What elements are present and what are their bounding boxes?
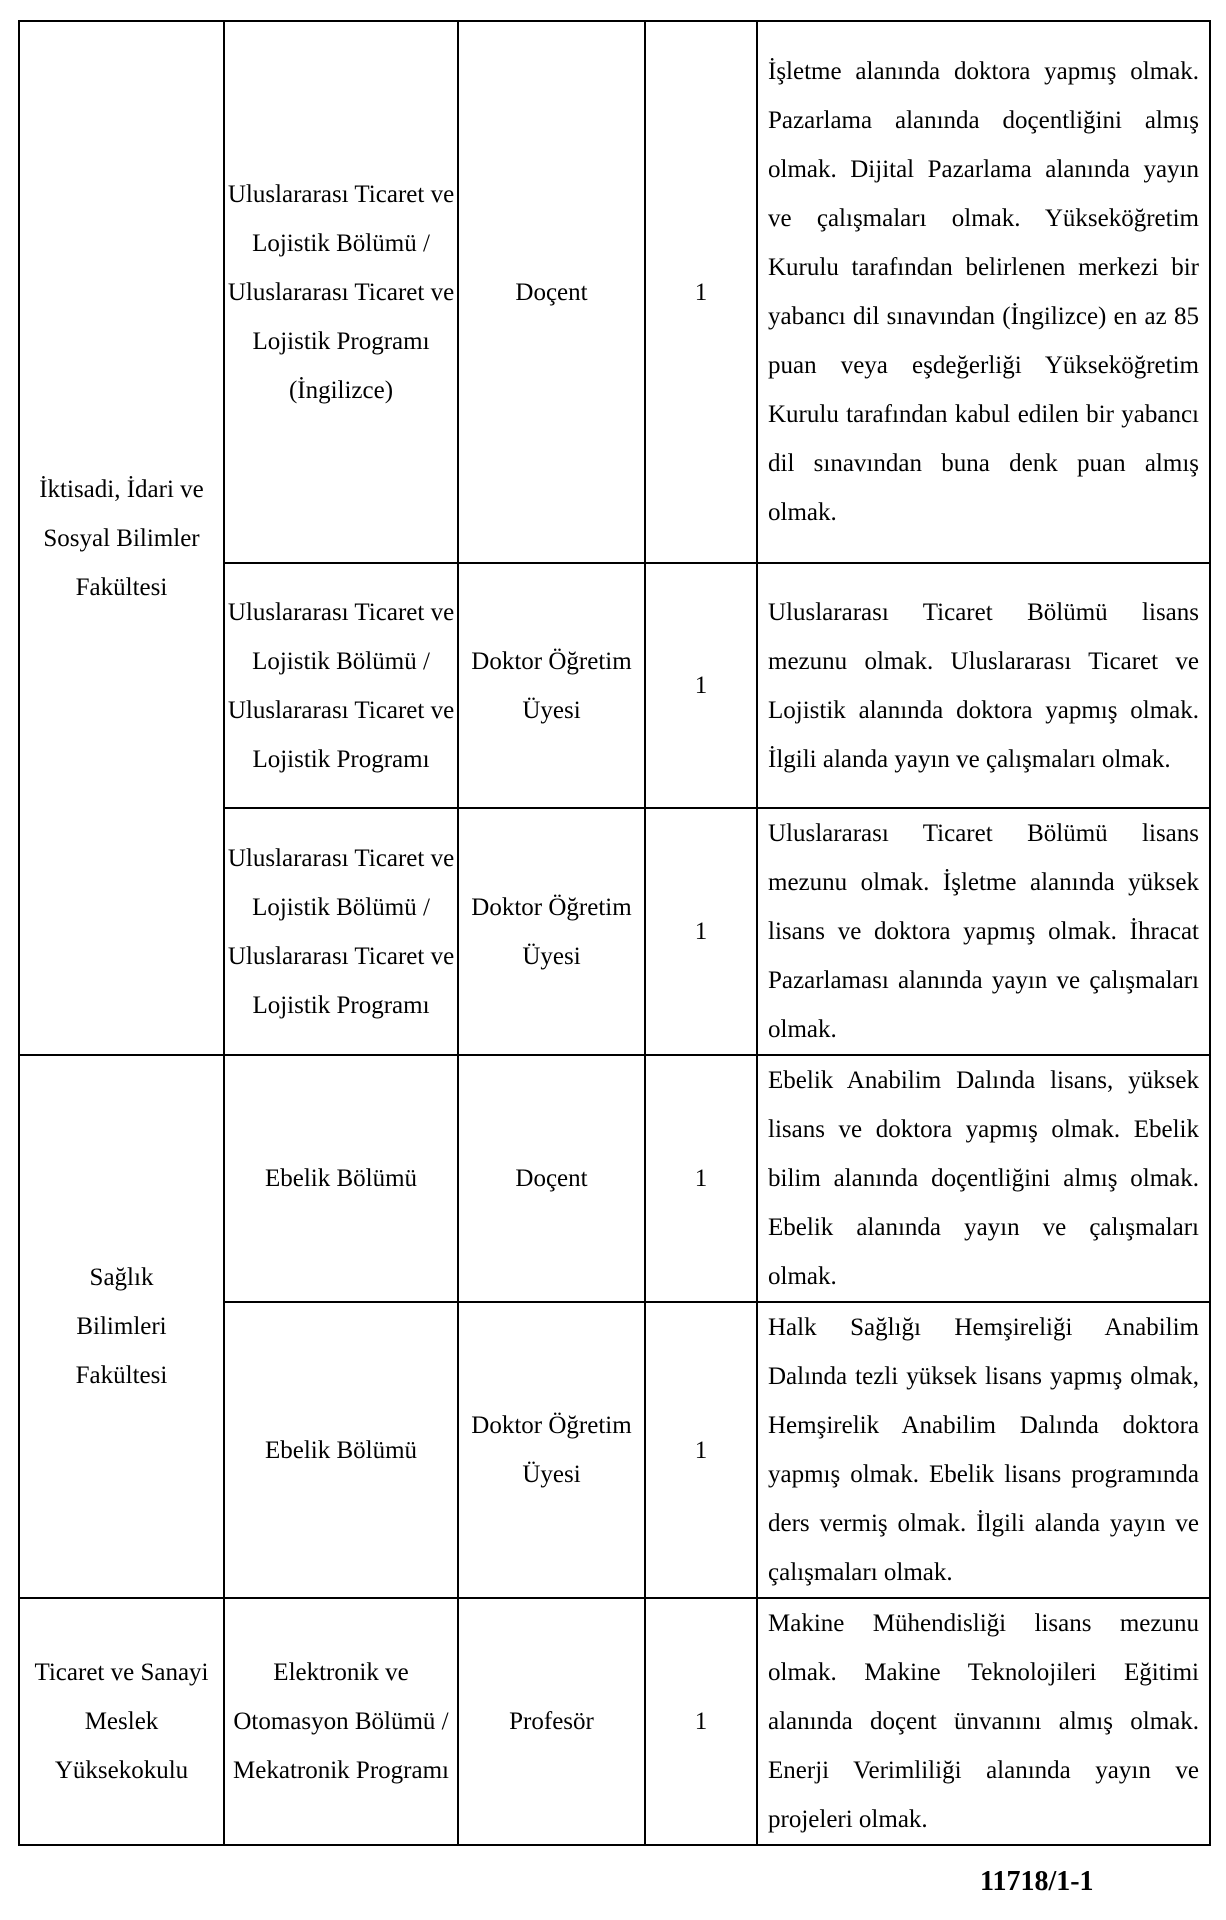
- title-cell: [458, 1302, 645, 1598]
- faculty-cell: [19, 1055, 224, 1598]
- requirements-text: Makine Mühendisliği lisans mezunu olmak. Makine Teknolojileri Eğitimi alanında doçent ünvanını almış olmak. Enerji Verimliliği alanında yayın ve projeleri olmak.: [768, 1610, 1199, 1833]
- requirements-cell: [757, 1302, 1210, 1598]
- count-cell: [645, 1055, 757, 1302]
- academic-title: Doçent: [515, 278, 588, 306]
- department-text: Ebelik Bölümü: [264, 1436, 418, 1464]
- position-count: 1: [694, 1165, 708, 1192]
- academic-title: Doktor Öğretim Üyesi: [471, 893, 632, 970]
- faculty-name: Ticaret ve Sanayi Meslek Yüksekokulu: [34, 1659, 209, 1784]
- title-cell: [458, 1598, 645, 1845]
- title-cell: [458, 563, 645, 808]
- requirements-text: İşletme alanında doktora yapmış olmak. Pazarlama alanında doçentliğini almış olmak. Dijital Pazarlama alanında yayın ve çalışmaları olmak. Yükseköğretim Kurulu tarafından belirlenen merkezi bir yabancı dil sınavından (İngilizce) en az 85 puan veya eşdeğerliği Yükseköğretim Kurulu tarafından kabul edilen bir yabancı dil sınavından buna denk puan almış olmak.: [768, 58, 1199, 526]
- academic-title: Profesör: [509, 1708, 594, 1735]
- requirements-cell: [757, 1055, 1210, 1302]
- department-cell: [224, 1302, 458, 1598]
- department-cell: [224, 808, 458, 1055]
- department-text: Ebelik Bölümü: [264, 1165, 418, 1192]
- position-count: 1: [694, 1436, 708, 1464]
- requirements-cell: [757, 808, 1210, 1055]
- department-text: Elektronik ve Otomasyon Bölümü / Mekatronik Programı: [233, 1659, 449, 1784]
- count-cell: [645, 1302, 757, 1598]
- requirements-cell: [757, 563, 1210, 808]
- requirements-text: Halk Sağlığı Hemşireliği Anabilim Dalında tezli yüksek lisans yapmış olmak, Hemşirelik Anabilim Dalında doktora yapmış olmak. Ebelik lisans programında ders vermiş olmak. İlgili alanda yayın ve çalışmaları olmak.: [768, 1314, 1199, 1586]
- academic-title: Doktor Öğretim Üyesi: [471, 647, 632, 724]
- department-text: Uluslararası Ticaret ve Lojistik Bölümü / Uluslararası Ticaret ve Lojistik Programı: [227, 844, 455, 1019]
- requirements-text: Ebelik Anabilim Dalında lisans, yüksek lisans ve doktora yapmış olmak. Ebelik bilim alanında doçentliğini almış olmak. Ebelik alanında yayın ve çalışmaları olmak.: [768, 1067, 1199, 1290]
- count-cell: [645, 1598, 757, 1845]
- department-cell: [224, 563, 458, 808]
- requirements-cell: [757, 21, 1210, 563]
- position-count: 1: [694, 278, 708, 306]
- department-cell: [224, 1598, 458, 1845]
- faculty-cell: [19, 21, 224, 1055]
- table-row: [19, 1598, 1210, 1845]
- department-cell: [224, 21, 458, 563]
- department-cell: [224, 1055, 458, 1302]
- title-cell: [458, 21, 645, 563]
- requirements-text: Uluslararası Ticaret Bölümü lisans mezunu olmak. İşletme alanında yüksek lisans ve doktora yapmış olmak. İhracat Pazarlaması alanında yayın ve çalışmaları olmak.: [768, 820, 1199, 1043]
- position-count: 1: [694, 918, 708, 945]
- department-text: Uluslararası Ticaret ve Lojistik Bölümü / Uluslararası Ticaret ve Lojistik Programı (İngilizce): [227, 180, 455, 404]
- faculty-name: İktisadi, İdari ve Sosyal Bilimler Fakültesi: [39, 475, 204, 601]
- requirements-cell: [757, 1598, 1210, 1845]
- count-cell: [645, 808, 757, 1055]
- count-cell: [645, 563, 757, 808]
- table-row: [19, 1055, 1210, 1302]
- table-row: [19, 21, 1210, 563]
- document-code: 11718/1-1: [980, 1866, 1094, 1897]
- faculty-cell: [19, 1598, 224, 1845]
- academic-title: Doktor Öğretim Üyesi: [471, 1412, 632, 1488]
- academic-title: Doçent: [515, 1165, 588, 1192]
- faculty-name: Sağlık Bilimleri Fakültesi: [75, 1264, 168, 1389]
- title-cell: [458, 808, 645, 1055]
- positions-table: [18, 20, 1211, 1846]
- title-cell: [458, 1055, 645, 1302]
- department-text: Uluslararası Ticaret ve Lojistik Bölümü / Uluslararası Ticaret ve Lojistik Programı: [227, 598, 455, 773]
- count-cell: [645, 21, 757, 563]
- requirements-text: Uluslararası Ticaret Bölümü lisans mezunu olmak. Uluslararası Ticaret ve Lojistik alanında doktora yapmış olmak. İlgili alanda yayın ve çalışmaları olmak.: [768, 598, 1199, 773]
- position-count: 1: [694, 672, 708, 699]
- position-count: 1: [694, 1708, 708, 1735]
